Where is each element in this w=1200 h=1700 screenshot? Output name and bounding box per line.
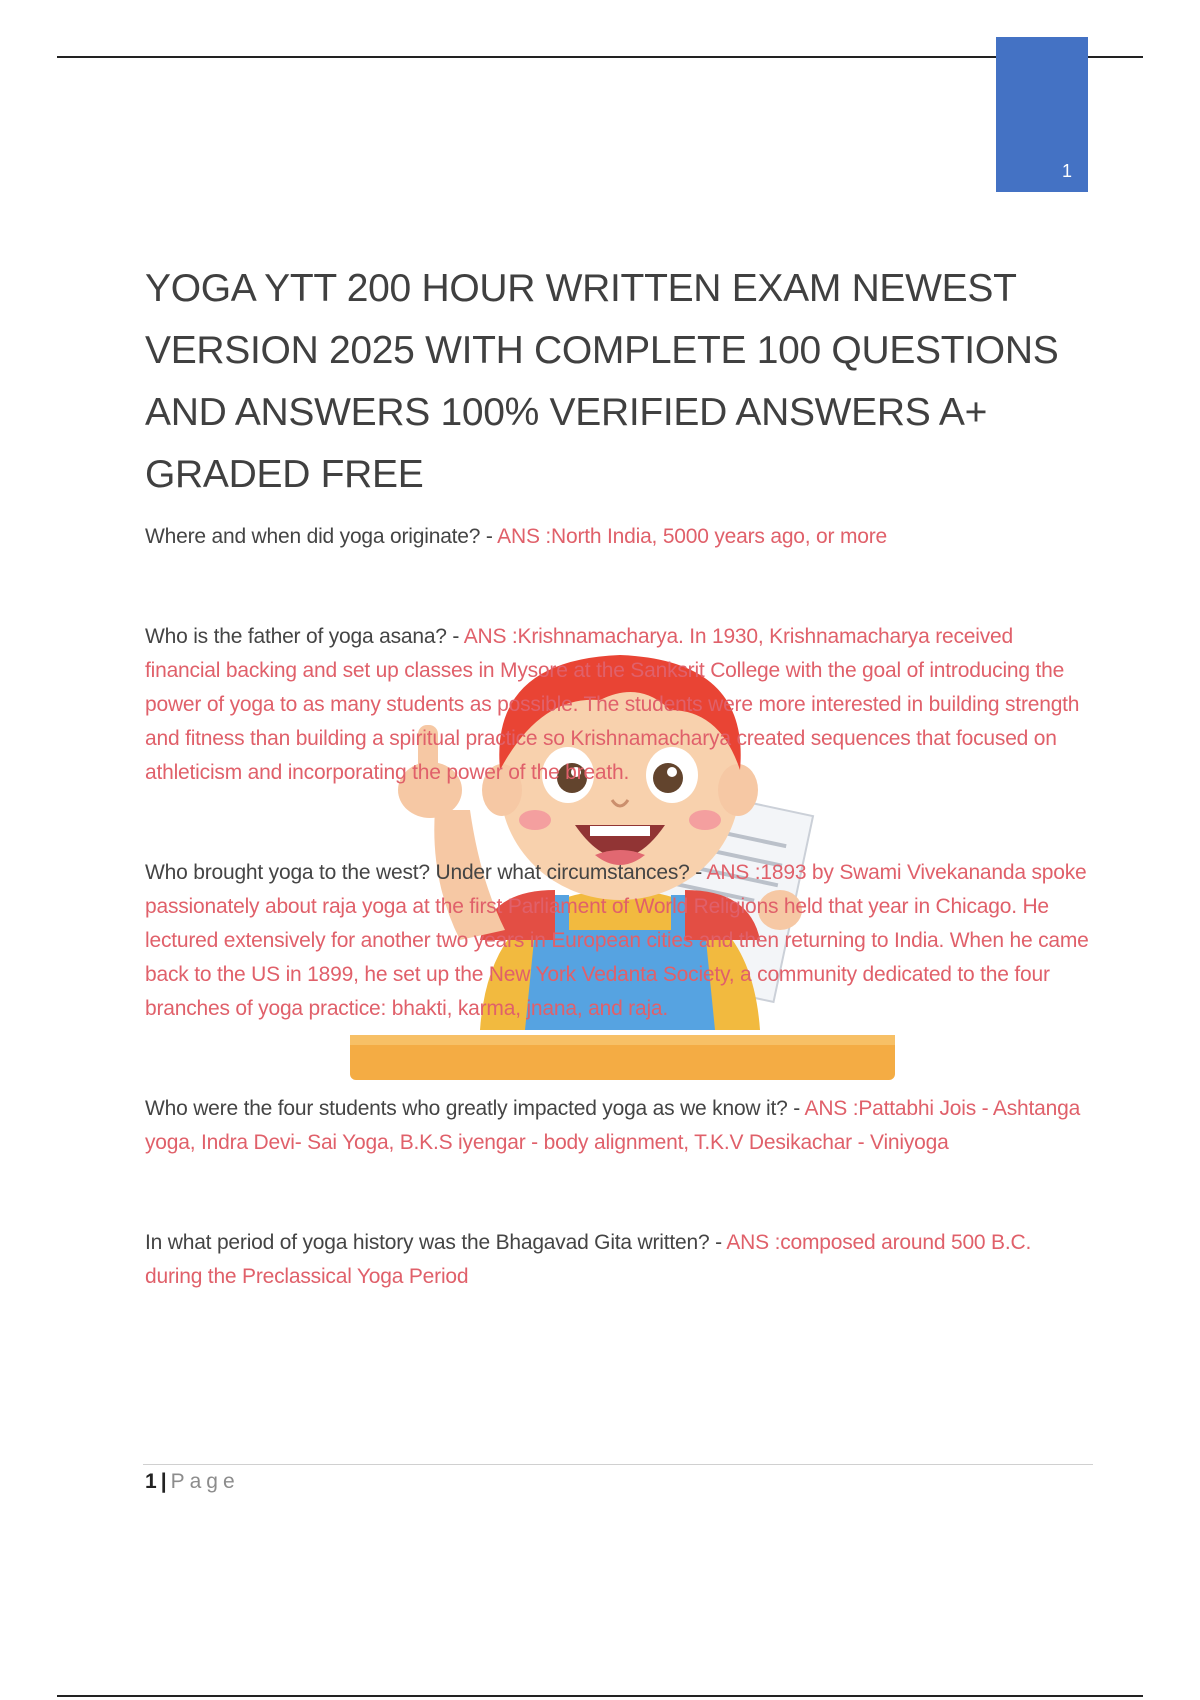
header-rule [57,56,1143,58]
page-tab-number: 1 [1061,161,1072,181]
bottom-rule [57,1695,1143,1697]
qa-item [145,520,1090,554]
answer-text: ANS :North India, 5000 years ago, or more [497,525,888,548]
answer-text: ANS :Pattabhi Jois - Ashtanga yoga, Indra Devi- Sai Yoga, B.K.S iyengar - body alignment, T.K.V Desikachar - Viniyoga [145,1097,1081,1154]
qa-item [145,1226,1090,1294]
question-text: In what period of yoga history was the Bhagavad Gita written? - [145,1231,727,1254]
answer-text: ANS :composed around 500 B.C. during the Preclassical Yoga Period [145,1231,1032,1288]
qa-item [145,1092,1090,1160]
footer-page-label: Page [170,1470,240,1493]
question-text: Who were the four students who greatly impacted yoga as we know it? - [145,1097,805,1120]
answer-text: ANS :Krishnamacharya. In 1930, Krishnamacharya received financial backing and set up classes in Mysore at the Sanksrit College with the goal of introducing the power of yoga to as many students as possible. The students were more interested in building strength and fitness than building a spiritual practice so Krishnamacharya created sequences that focused on athleticism and incorporating the power of the breath. [145,625,1080,784]
answer-text: ANS :1893 by Swami Vivekananda spoke passionately about raja yoga at the first Parliament of World Religions held that year in Chicago. He lectured extensively for another two years in European cities and then returning to India. When he came back to the US in 1899, he set up the New York Vedanta Society, a community dedicated to the four branches of yoga practice: bhakti, karma, jnana, and raja. [145,861,1089,1020]
question-text: Who brought yoga to the west? Under what circumstances? - [145,861,707,884]
page-footer [145,1470,240,1494]
footer-page-number: 1 [145,1470,157,1493]
page-number-tab [996,37,1088,192]
question-text: Where and when did yoga originate? - [145,525,498,548]
footer-rule [143,1464,1093,1465]
question-text: Who is the father of yoga asana? - [145,625,464,648]
document-body [145,258,1090,1294]
footer-separator: | [160,1470,167,1493]
qa-item [145,620,1090,790]
qa-item [145,856,1090,1026]
document-title: YOGA YTT 200 HOUR WRITTEN EXAM NEWEST VERSION 2025 WITH COMPLETE 100 QUESTIONS AND ANSWERS 100% VERIFIED ANSWERS A+ GRADED FREE [145,267,1059,496]
